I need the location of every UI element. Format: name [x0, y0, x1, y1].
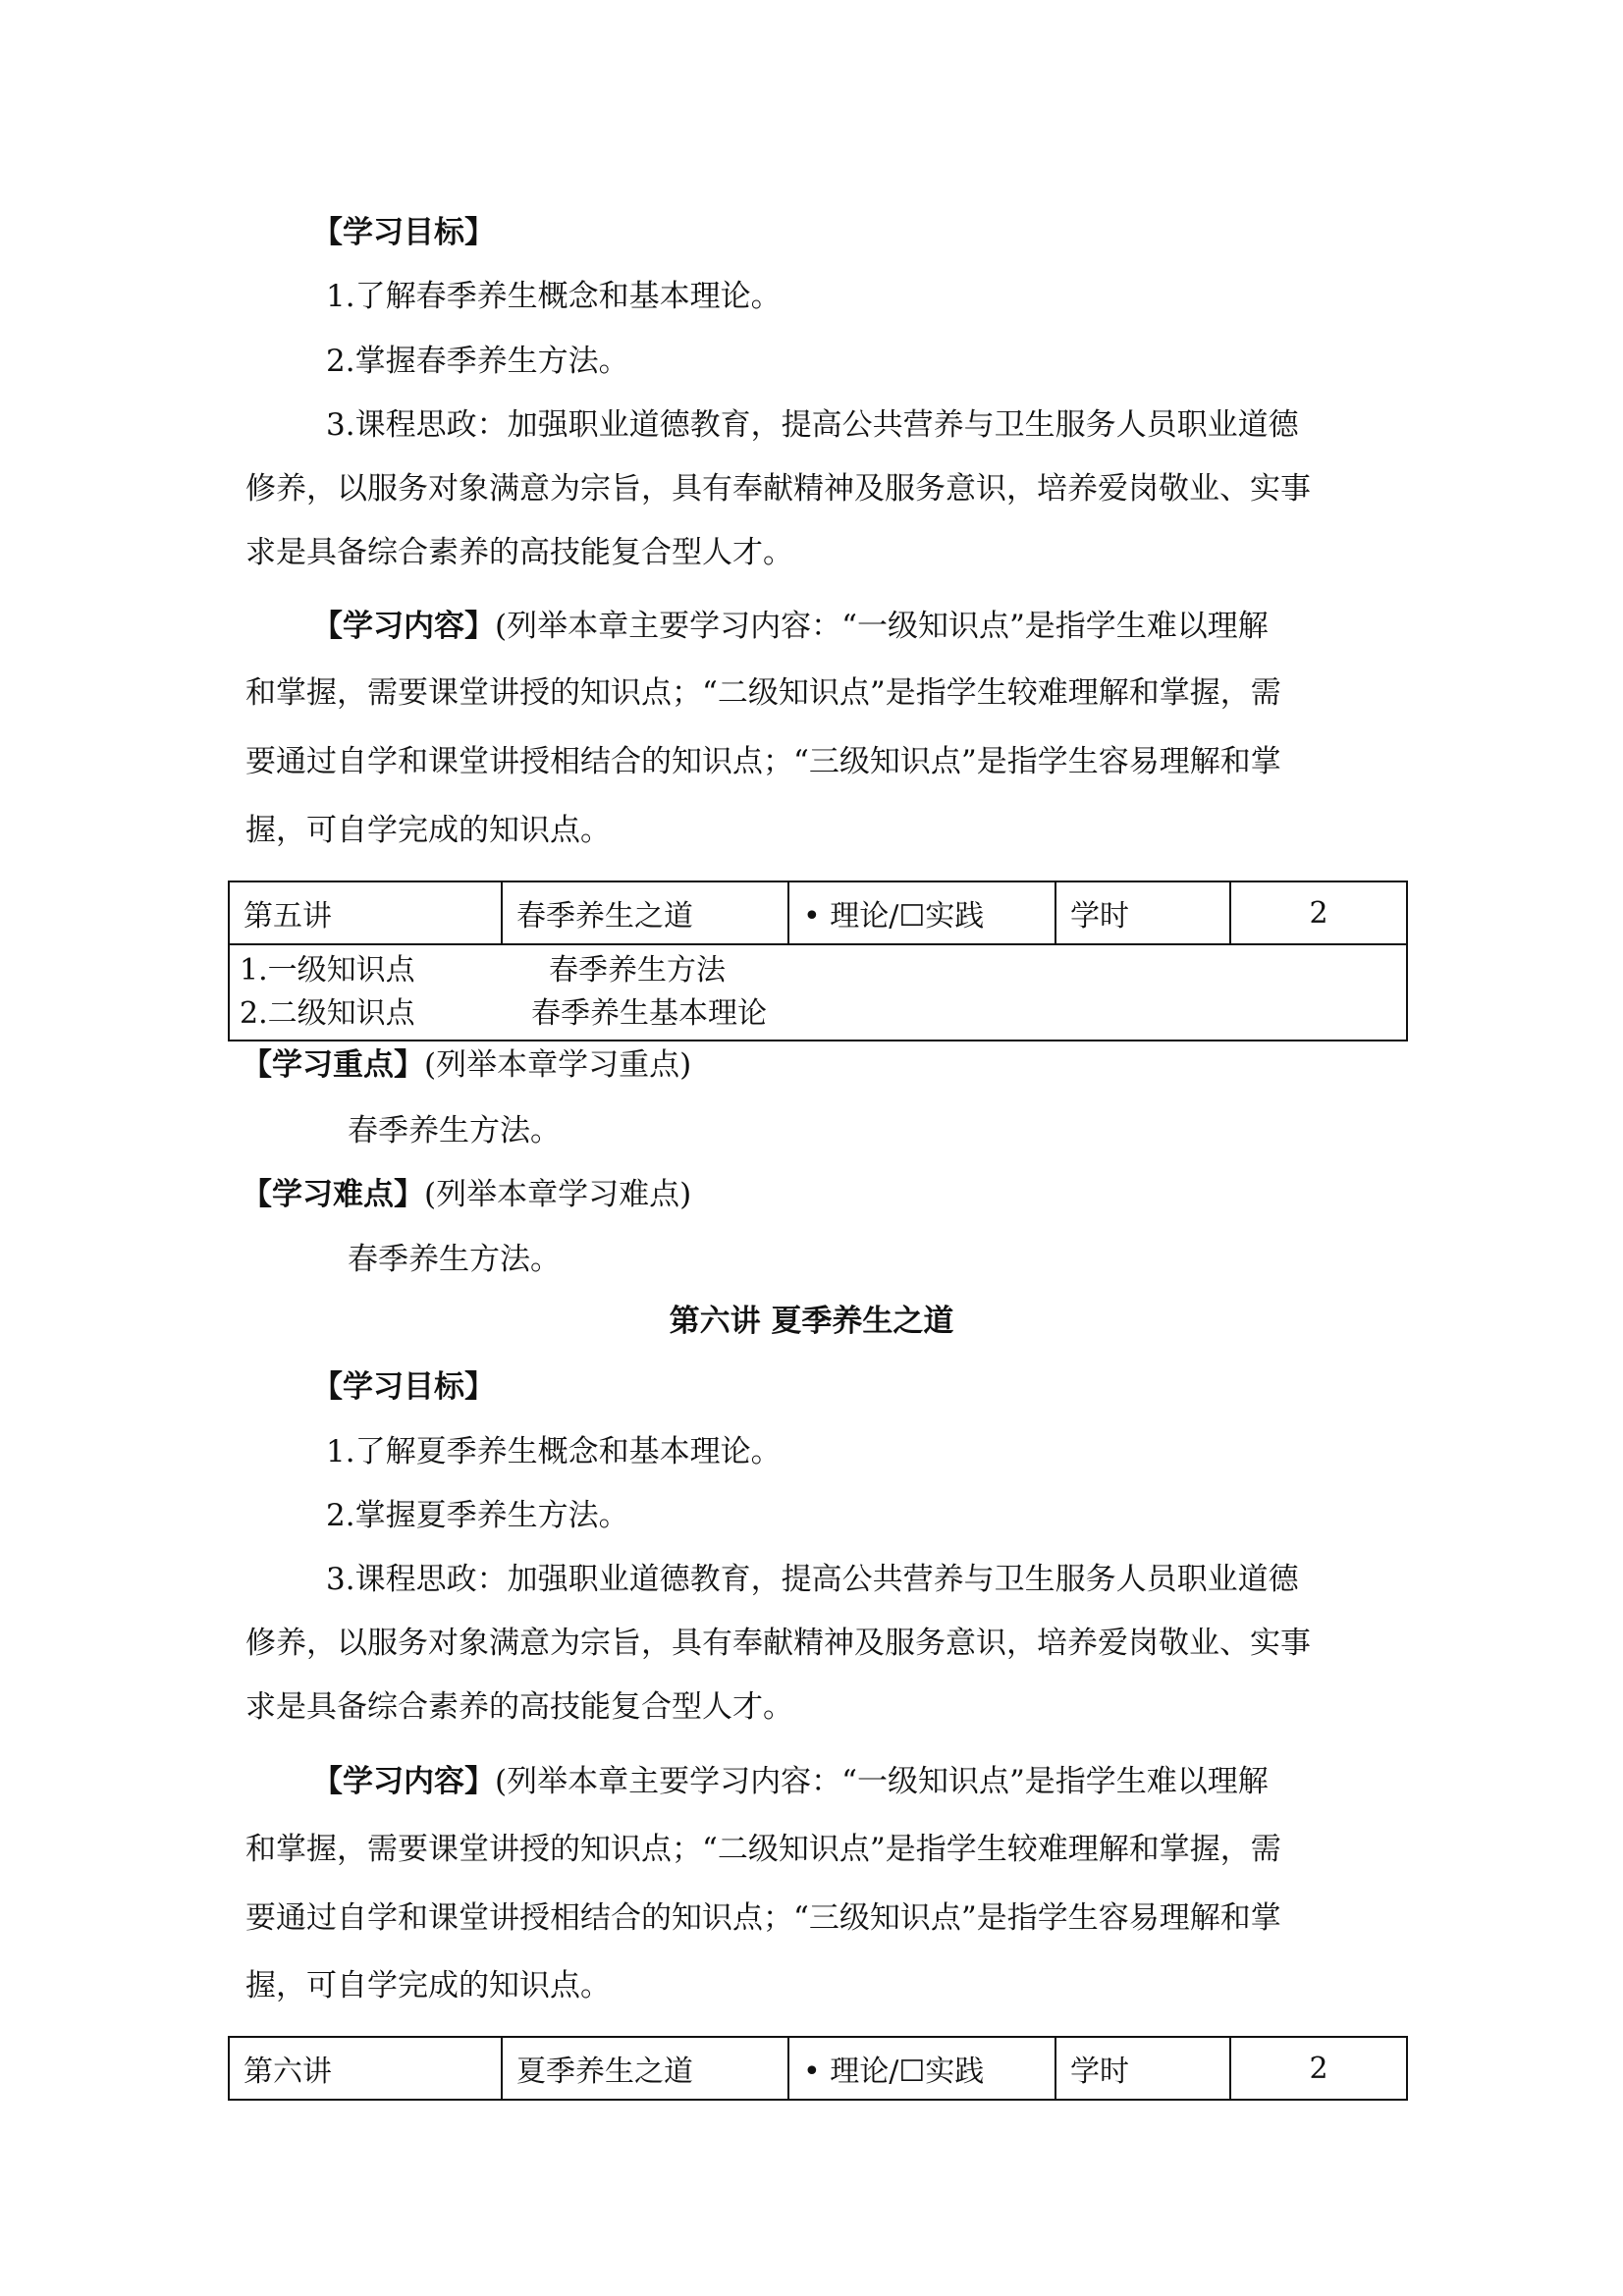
knowledge-points-cell [229, 944, 1407, 1041]
type-cell: • 理论/☐实践 [788, 2037, 1055, 2100]
hours-label-cell: 学时 [1055, 2037, 1230, 2100]
objective-3-line-3: 求是具备综合素养的高技能复合型人才。 [245, 535, 793, 570]
key-points-text: 春季养生方法。 [348, 1113, 561, 1148]
knowledge-point-value: 春季养生基本理论 [531, 996, 767, 1031]
content-paragraph-line-1 [312, 607, 1269, 646]
difficulties-line [242, 1175, 691, 1214]
objective-3-line-1: 3.课程思政：加强职业道德教育，提高公共营养与卫生服务人员职业道德 [326, 1562, 1299, 1597]
lecture-cell: 第六讲 [229, 2037, 502, 2100]
objective-3-line-2: 修养，以服务对象满意为宗旨，具有奉献精神及服务意识，培养爱岗敬业、实事 [245, 471, 1311, 507]
objective-3-line-1: 3.课程思政：加强职业道德教育，提高公共营养与卫生服务人员职业道德 [326, 407, 1299, 443]
content-paragraph-line-1 [312, 1762, 1269, 1801]
knowledge-point-value: 春季养生方法 [549, 953, 726, 988]
key-points-line [242, 1045, 691, 1085]
content-heading: 【学习内容】 [312, 609, 495, 644]
difficulties-note: (列举本章学习难点) [424, 1177, 692, 1212]
table-row [229, 944, 1407, 1041]
objective-3-line-3: 求是具备综合素养的高技能复合型人才。 [245, 1689, 793, 1725]
objectives-heading: 【学习目标】 [312, 215, 495, 250]
content-intro: (列举本章主要学习内容：“一级知识点”是指学生难以理解 [495, 609, 1269, 644]
content-paragraph-line-2: 和掌握，需要课堂讲授的知识点；“二级知识点”是指学生较难理解和掌握，需 [245, 1832, 1281, 1867]
objective-1: 1.了解春季养生概念和基本理论。 [326, 279, 782, 314]
topic-cell: 夏季养生之道 [502, 2037, 788, 2100]
knowledge-point-2 [240, 992, 1396, 1036]
knowledge-point-1 [240, 949, 1396, 992]
hours-label-cell: 学时 [1055, 881, 1230, 944]
objective-2: 2.掌握春季养生方法。 [326, 344, 629, 379]
difficulties-text: 春季养生方法。 [348, 1242, 561, 1277]
content-paragraph-line-3: 要通过自学和课堂讲授相结合的知识点；“三级知识点”是指学生容易理解和掌 [245, 1900, 1281, 1936]
content-intro: (列举本章主要学习内容：“一级知识点”是指学生难以理解 [495, 1764, 1269, 1799]
content-heading: 【学习内容】 [312, 1764, 495, 1799]
objective-1: 1.了解夏季养生概念和基本理论。 [326, 1434, 782, 1469]
objectives-heading: 【学习目标】 [312, 1369, 495, 1405]
content-paragraph-line-4: 握，可自学完成的知识点。 [245, 1968, 611, 2003]
table-row [229, 881, 1407, 944]
section-title: 第六讲 夏季养生之道 [669, 1304, 954, 1339]
content-paragraph-line-2: 和掌握，需要课堂讲授的知识点；“二级知识点”是指学生较难理解和掌握，需 [245, 675, 1281, 711]
knowledge-point-label: 2.二级知识点 [240, 996, 415, 1031]
type-cell: • 理论/☐实践 [788, 881, 1055, 944]
knowledge-table [228, 881, 1408, 1041]
hours-cell: 2 [1230, 881, 1407, 944]
knowledge-table [228, 2036, 1408, 2101]
key-points-heading: 【学习重点】 [242, 1047, 424, 1083]
knowledge-point-label: 1.一级知识点 [240, 953, 415, 988]
content-paragraph-line-3: 要通过自学和课堂讲授相结合的知识点；“三级知识点”是指学生容易理解和掌 [245, 744, 1281, 779]
table-row [229, 2037, 1407, 2100]
key-points-note: (列举本章学习重点) [424, 1047, 692, 1083]
lecture-cell: 第五讲 [229, 881, 502, 944]
hours-cell: 2 [1230, 2037, 1407, 2100]
topic-cell: 春季养生之道 [502, 881, 788, 944]
difficulties-heading: 【学习难点】 [242, 1177, 424, 1212]
objective-2: 2.掌握夏季养生方法。 [326, 1498, 629, 1533]
objective-3-line-2: 修养，以服务对象满意为宗旨，具有奉献精神及服务意识，培养爱岗敬业、实事 [245, 1626, 1311, 1661]
content-paragraph-line-4: 握，可自学完成的知识点。 [245, 813, 611, 848]
